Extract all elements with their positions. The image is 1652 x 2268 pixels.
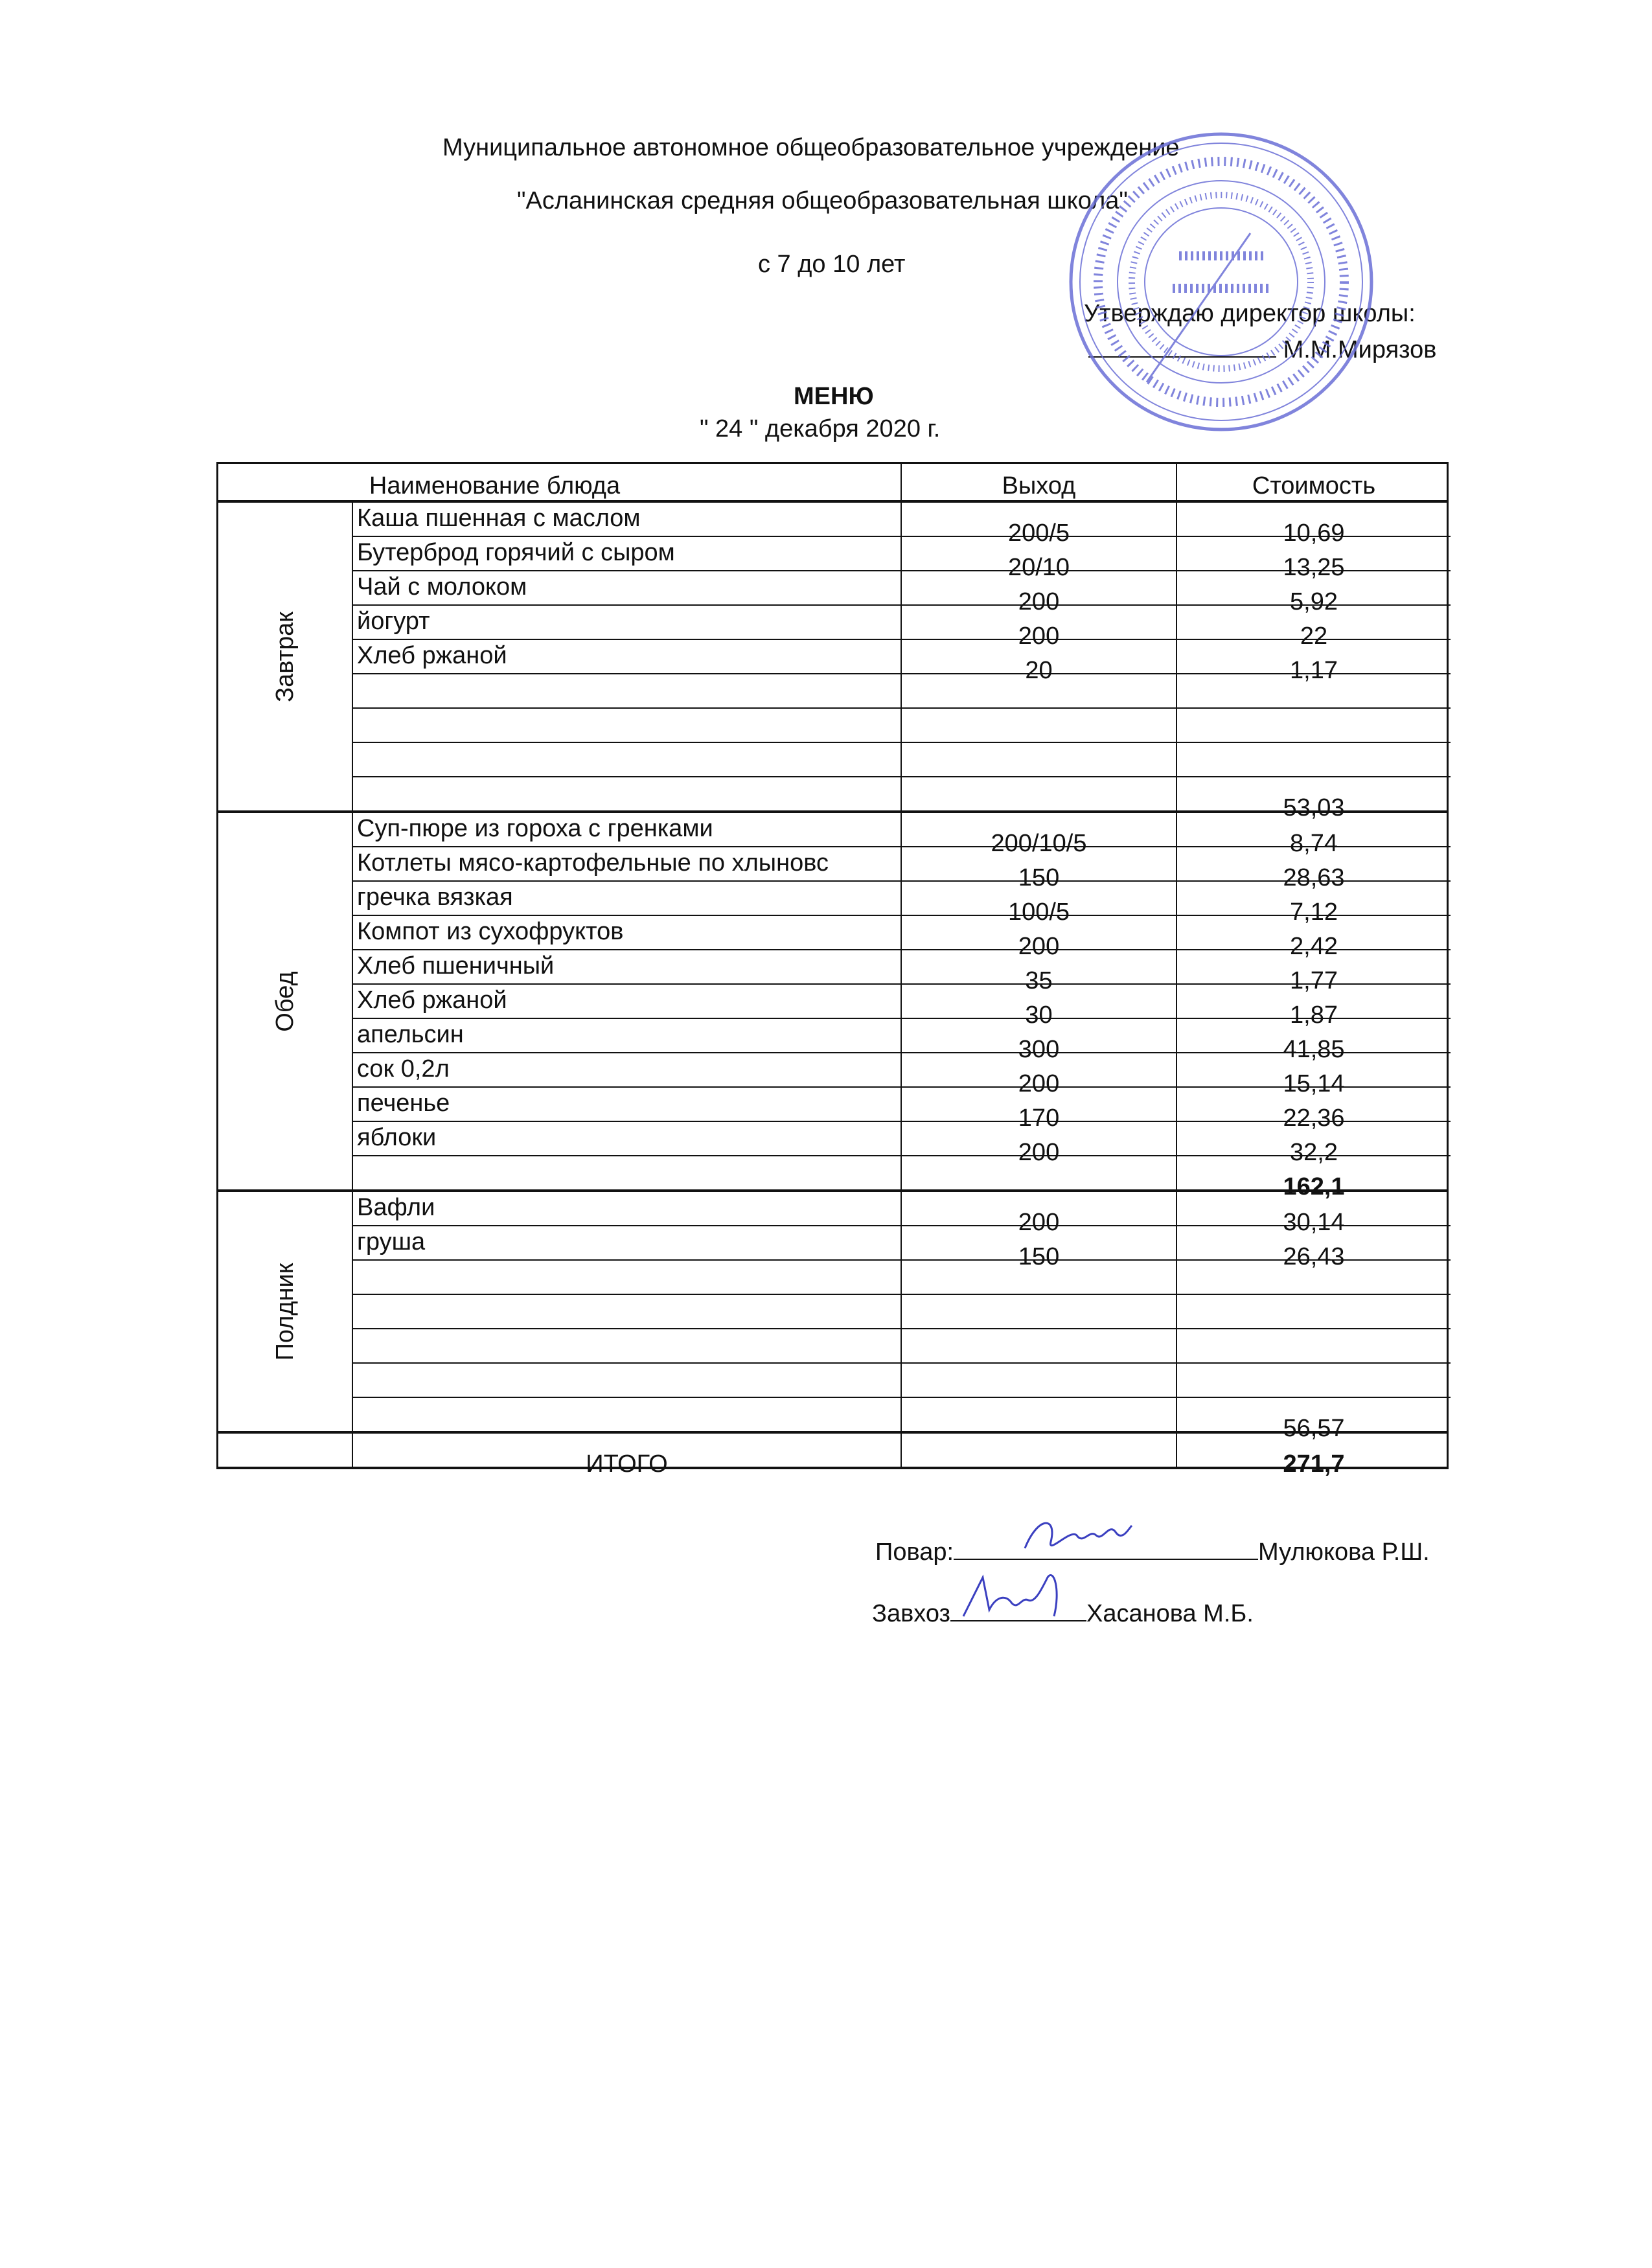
dish-cost-cell <box>1176 503 1451 547</box>
institution-line-1: Муниципальное автономное общеобразовательное учреждение <box>442 134 1180 161</box>
dish-name-cell <box>353 537 901 570</box>
dish-output: 30 <box>1025 1002 1053 1029</box>
dish-name-cell <box>353 777 901 810</box>
dish-cost-cell <box>1176 674 1451 707</box>
table-row <box>353 640 1451 684</box>
table-row <box>353 882 1451 926</box>
dish-output: 150 <box>1018 1243 1060 1270</box>
dish-name-cell <box>353 1329 901 1362</box>
keeper-signature <box>950 1597 1086 1621</box>
dish-output-cell <box>901 813 1176 857</box>
dish-name: гречка вязкая <box>357 884 513 911</box>
dish-name-cell <box>353 1226 901 1259</box>
dish-output: 150 <box>1018 864 1060 891</box>
dish-name-cell <box>353 1019 901 1052</box>
dish-name-cell <box>353 571 901 604</box>
table-row <box>353 1226 1451 1270</box>
dish-name: яблоки <box>357 1124 437 1151</box>
dish-name: Хлеб пшеничный <box>357 952 555 979</box>
dish-output: 200 <box>1018 1139 1060 1166</box>
dish-name-cell <box>353 1434 901 1478</box>
dish-cost: 41,85 <box>1283 1036 1345 1063</box>
dish-output: 100/5 <box>1007 899 1070 926</box>
dish-name: сок 0,2л <box>357 1055 450 1082</box>
dish-cost-cell <box>1176 777 1451 821</box>
dish-cost-cell <box>1176 985 1451 1029</box>
table-row <box>353 1434 1451 1478</box>
dish-output-cell <box>901 606 1176 650</box>
table-row <box>353 1088 1451 1132</box>
table-row <box>353 674 1451 709</box>
dish-name: Каша пшенная с маслом <box>357 505 641 532</box>
dish-output-cell <box>901 743 1176 776</box>
dish-name-cell <box>353 1398 901 1431</box>
dish-cost-cell <box>1176 571 1451 615</box>
dish-output: 300 <box>1018 1036 1060 1063</box>
dish-name-cell <box>353 743 901 776</box>
dish-cost-cell <box>1176 743 1451 776</box>
dish-cost: 15,14 <box>1283 1070 1345 1097</box>
dish-cost: 5,92 <box>1290 588 1338 615</box>
dish-cost-cell <box>1176 847 1451 891</box>
table-row <box>353 950 1451 994</box>
dish-cost: 22,36 <box>1283 1105 1345 1132</box>
dish-name: печенье <box>357 1090 450 1117</box>
table-row <box>353 606 1451 650</box>
keeper-signature-line <box>872 1597 1254 1628</box>
dish-output-cell <box>901 1364 1176 1397</box>
dish-name: Котлеты мясо-картофельные по хлыновс <box>357 849 829 876</box>
dish-name-cell <box>353 606 901 639</box>
col-header-cost: Стоимость <box>1176 464 1451 500</box>
dish-output-cell <box>901 916 1176 960</box>
dish-cost: 1,87 <box>1290 1002 1338 1029</box>
section-meal <box>216 1192 1449 1442</box>
approval-text: Утверждаю директор школы: <box>1084 300 1416 327</box>
dish-name-cell <box>353 1261 901 1294</box>
dish-name: Компот из сухофруктов <box>357 918 624 945</box>
dish-output-cell <box>901 1088 1176 1132</box>
dish-name-cell <box>353 1156 901 1189</box>
dish-name-cell <box>353 985 901 1018</box>
dish-output-cell <box>901 847 1176 891</box>
dish-output-cell <box>901 1226 1176 1270</box>
dish-cost: 8,74 <box>1290 830 1338 857</box>
section-label-cell <box>218 1434 353 1467</box>
dish-name: Вафли <box>357 1194 435 1221</box>
director-signature-line <box>1088 333 1436 364</box>
dish-output: 200 <box>1018 933 1060 960</box>
dish-cost: 22 <box>1300 623 1328 650</box>
dish-cost-cell <box>1176 1329 1451 1362</box>
table-row <box>353 916 1451 960</box>
dish-cost-cell <box>1176 537 1451 581</box>
dish-output-cell <box>901 1295 1176 1328</box>
keeper-label: Завхоз <box>872 1600 950 1627</box>
dish-cost-cell <box>1176 1053 1451 1097</box>
table-row <box>353 709 1451 743</box>
dish-output-cell <box>901 1122 1176 1166</box>
dish-name-cell <box>353 1295 901 1328</box>
dish-output: 200 <box>1018 588 1060 615</box>
dish-cost-cell <box>1176 1122 1451 1166</box>
section-total <box>216 1434 1449 1478</box>
dish-output-cell <box>901 709 1176 742</box>
dish-cost: 30,14 <box>1283 1209 1345 1236</box>
dish-name-cell <box>353 1088 901 1121</box>
dish-cost-cell <box>1176 813 1451 857</box>
director-name: М.М.Мирязов <box>1283 336 1437 363</box>
dish-cost: 2,42 <box>1290 933 1338 960</box>
dish-cost: 1,77 <box>1290 967 1338 994</box>
dish-cost: 7,12 <box>1290 899 1338 926</box>
dish-output-cell <box>901 1434 1176 1467</box>
dish-name-cell <box>353 503 901 536</box>
section-label-cell <box>218 813 353 1189</box>
table-row <box>353 1329 1451 1364</box>
section-label: Полдник <box>271 1263 299 1360</box>
dish-cost-cell <box>1176 916 1451 960</box>
dish-cost-cell <box>1176 1019 1451 1063</box>
cook-signature-line <box>875 1535 1430 1566</box>
dish-output-cell <box>901 640 1176 684</box>
section-meal <box>216 503 1449 821</box>
dish-output-cell <box>901 1053 1176 1097</box>
dish-output-cell <box>901 1156 1176 1189</box>
age-range: с 7 до 10 лет <box>758 251 906 278</box>
table-row <box>353 1398 1451 1442</box>
table-row <box>353 777 1451 821</box>
dish-output-cell <box>901 777 1176 810</box>
dish-output-cell <box>901 985 1176 1029</box>
dish-cost: 26,43 <box>1283 1243 1345 1270</box>
table-row <box>353 571 1451 615</box>
dish-output-cell <box>901 571 1176 615</box>
dish-name-cell <box>353 674 901 707</box>
dish-name-cell <box>353 709 901 742</box>
dish-output: 20 <box>1025 657 1053 684</box>
cook-name: Мулюкова Р.Ш. <box>1258 1539 1430 1566</box>
keeper-handwritten-signature <box>957 1564 1067 1623</box>
dish-cost-cell <box>1176 1088 1451 1132</box>
dish-cost-cell <box>1176 1364 1451 1397</box>
dish-output: 200 <box>1018 1209 1060 1236</box>
table-row <box>353 847 1451 891</box>
dish-name-cell <box>353 882 901 915</box>
table-row <box>353 1053 1451 1097</box>
dish-name-cell <box>353 813 901 846</box>
col-header-output: Выход <box>901 464 1176 500</box>
dish-name-cell <box>353 950 901 983</box>
dish-output-cell <box>901 950 1176 994</box>
dish-name: Бутерброд горячий с сыром <box>357 539 675 566</box>
dish-name: Хлеб ржаной <box>357 642 507 669</box>
section-rows <box>353 1434 1451 1478</box>
dish-output-cell <box>901 1019 1176 1063</box>
dish-name: груша <box>357 1228 426 1255</box>
dish-output-cell <box>901 1261 1176 1294</box>
dish-name: Хлеб ржаной <box>357 987 507 1014</box>
table-row <box>353 503 1451 547</box>
dish-cost-cell <box>1176 1398 1451 1442</box>
dish-output: 170 <box>1018 1105 1060 1132</box>
section-rows <box>353 813 1451 1200</box>
table-row <box>353 1122 1451 1166</box>
dish-cost-cell <box>1176 882 1451 926</box>
dish-name-cell <box>353 1192 901 1225</box>
dish-name-cell <box>353 916 901 949</box>
table-row <box>353 1192 1451 1236</box>
section-label-cell <box>218 1192 353 1431</box>
section-label: Обед <box>271 970 299 1032</box>
dish-cost-cell <box>1176 1434 1451 1478</box>
dish-cost: 53,03 <box>1283 794 1345 821</box>
dish-output: 200 <box>1018 623 1060 650</box>
menu-title: МЕНЮ <box>794 383 874 410</box>
dish-name: йогурт <box>357 608 430 635</box>
menu-date: " 24 " декабря 2020 г. <box>700 415 941 442</box>
dish-output-cell <box>901 1398 1176 1431</box>
section-label: Завтрак <box>271 611 299 702</box>
keeper-name: Хасанова М.Б. <box>1086 1600 1254 1627</box>
dish-cost-cell <box>1176 1261 1451 1294</box>
table-row <box>353 743 1451 777</box>
dish-output-cell <box>901 882 1176 926</box>
dish-name-cell <box>353 1053 901 1086</box>
cook-handwritten-signature <box>1018 1509 1135 1561</box>
dish-cost-cell <box>1176 1295 1451 1328</box>
dish-cost-cell <box>1176 1156 1451 1200</box>
table-row <box>353 1364 1451 1398</box>
dish-cost: 162,1 <box>1283 1173 1345 1200</box>
dish-name-cell <box>353 1364 901 1397</box>
dish-output: 200/10/5 <box>991 830 1087 857</box>
table-row <box>353 1019 1451 1063</box>
dish-cost: 10,69 <box>1283 520 1345 547</box>
institution-line-2: "Асланинская средняя общеобразовательная школа" <box>517 187 1128 214</box>
table-row <box>353 813 1451 857</box>
dish-output: 35 <box>1025 967 1053 994</box>
table-header <box>216 462 1449 503</box>
dish-cost: 56,57 <box>1283 1415 1345 1442</box>
dish-output: 20/10 <box>1007 554 1070 581</box>
dish-cost-cell <box>1176 640 1451 684</box>
dish-cost: 1,17 <box>1290 657 1338 684</box>
table-body <box>216 503 1449 1478</box>
dish-cost: 271,7 <box>1283 1450 1345 1478</box>
dish-output-cell <box>901 674 1176 707</box>
section-label-cell <box>218 503 353 810</box>
dish-name-cell <box>353 847 901 880</box>
cook-label: Повар: <box>875 1539 954 1566</box>
dish-cost-cell <box>1176 709 1451 742</box>
table-row <box>353 537 1451 581</box>
dish-output-cell <box>901 503 1176 547</box>
dish-cost: 28,63 <box>1283 864 1345 891</box>
dish-output: 200 <box>1018 1070 1060 1097</box>
signature-blank <box>1088 333 1276 358</box>
section-rows <box>353 503 1451 821</box>
section-meal <box>216 813 1449 1200</box>
dish-name: Суп-пюре из гороха с гренками <box>357 815 713 842</box>
dish-output-cell <box>901 1192 1176 1236</box>
dish-name-cell <box>353 1122 901 1155</box>
table-row <box>353 1295 1451 1329</box>
dish-cost-cell <box>1176 606 1451 650</box>
dish-name-cell <box>353 640 901 673</box>
dish-cost: 32,2 <box>1290 1139 1338 1166</box>
dish-output: 200/5 <box>1007 520 1070 547</box>
dish-output-cell <box>901 537 1176 581</box>
dish-cost-cell <box>1176 950 1451 994</box>
dish-name: ИТОГО <box>586 1450 668 1478</box>
section-rows <box>353 1192 1451 1442</box>
dish-cost-cell <box>1176 1192 1451 1236</box>
cook-signature <box>954 1535 1258 1560</box>
table-row <box>353 1156 1451 1200</box>
school-stamp <box>1062 123 1380 441</box>
col-header-name: Наименование блюда <box>369 472 621 499</box>
dish-name: апельсин <box>357 1021 464 1048</box>
menu-table <box>216 462 1449 1478</box>
dish-cost: 13,25 <box>1283 554 1345 581</box>
dish-name: Чай с молоком <box>357 573 527 601</box>
dish-cost-cell <box>1176 1226 1451 1270</box>
table-row <box>353 1261 1451 1295</box>
table-row <box>353 985 1451 1029</box>
dish-output-cell <box>901 1329 1176 1362</box>
